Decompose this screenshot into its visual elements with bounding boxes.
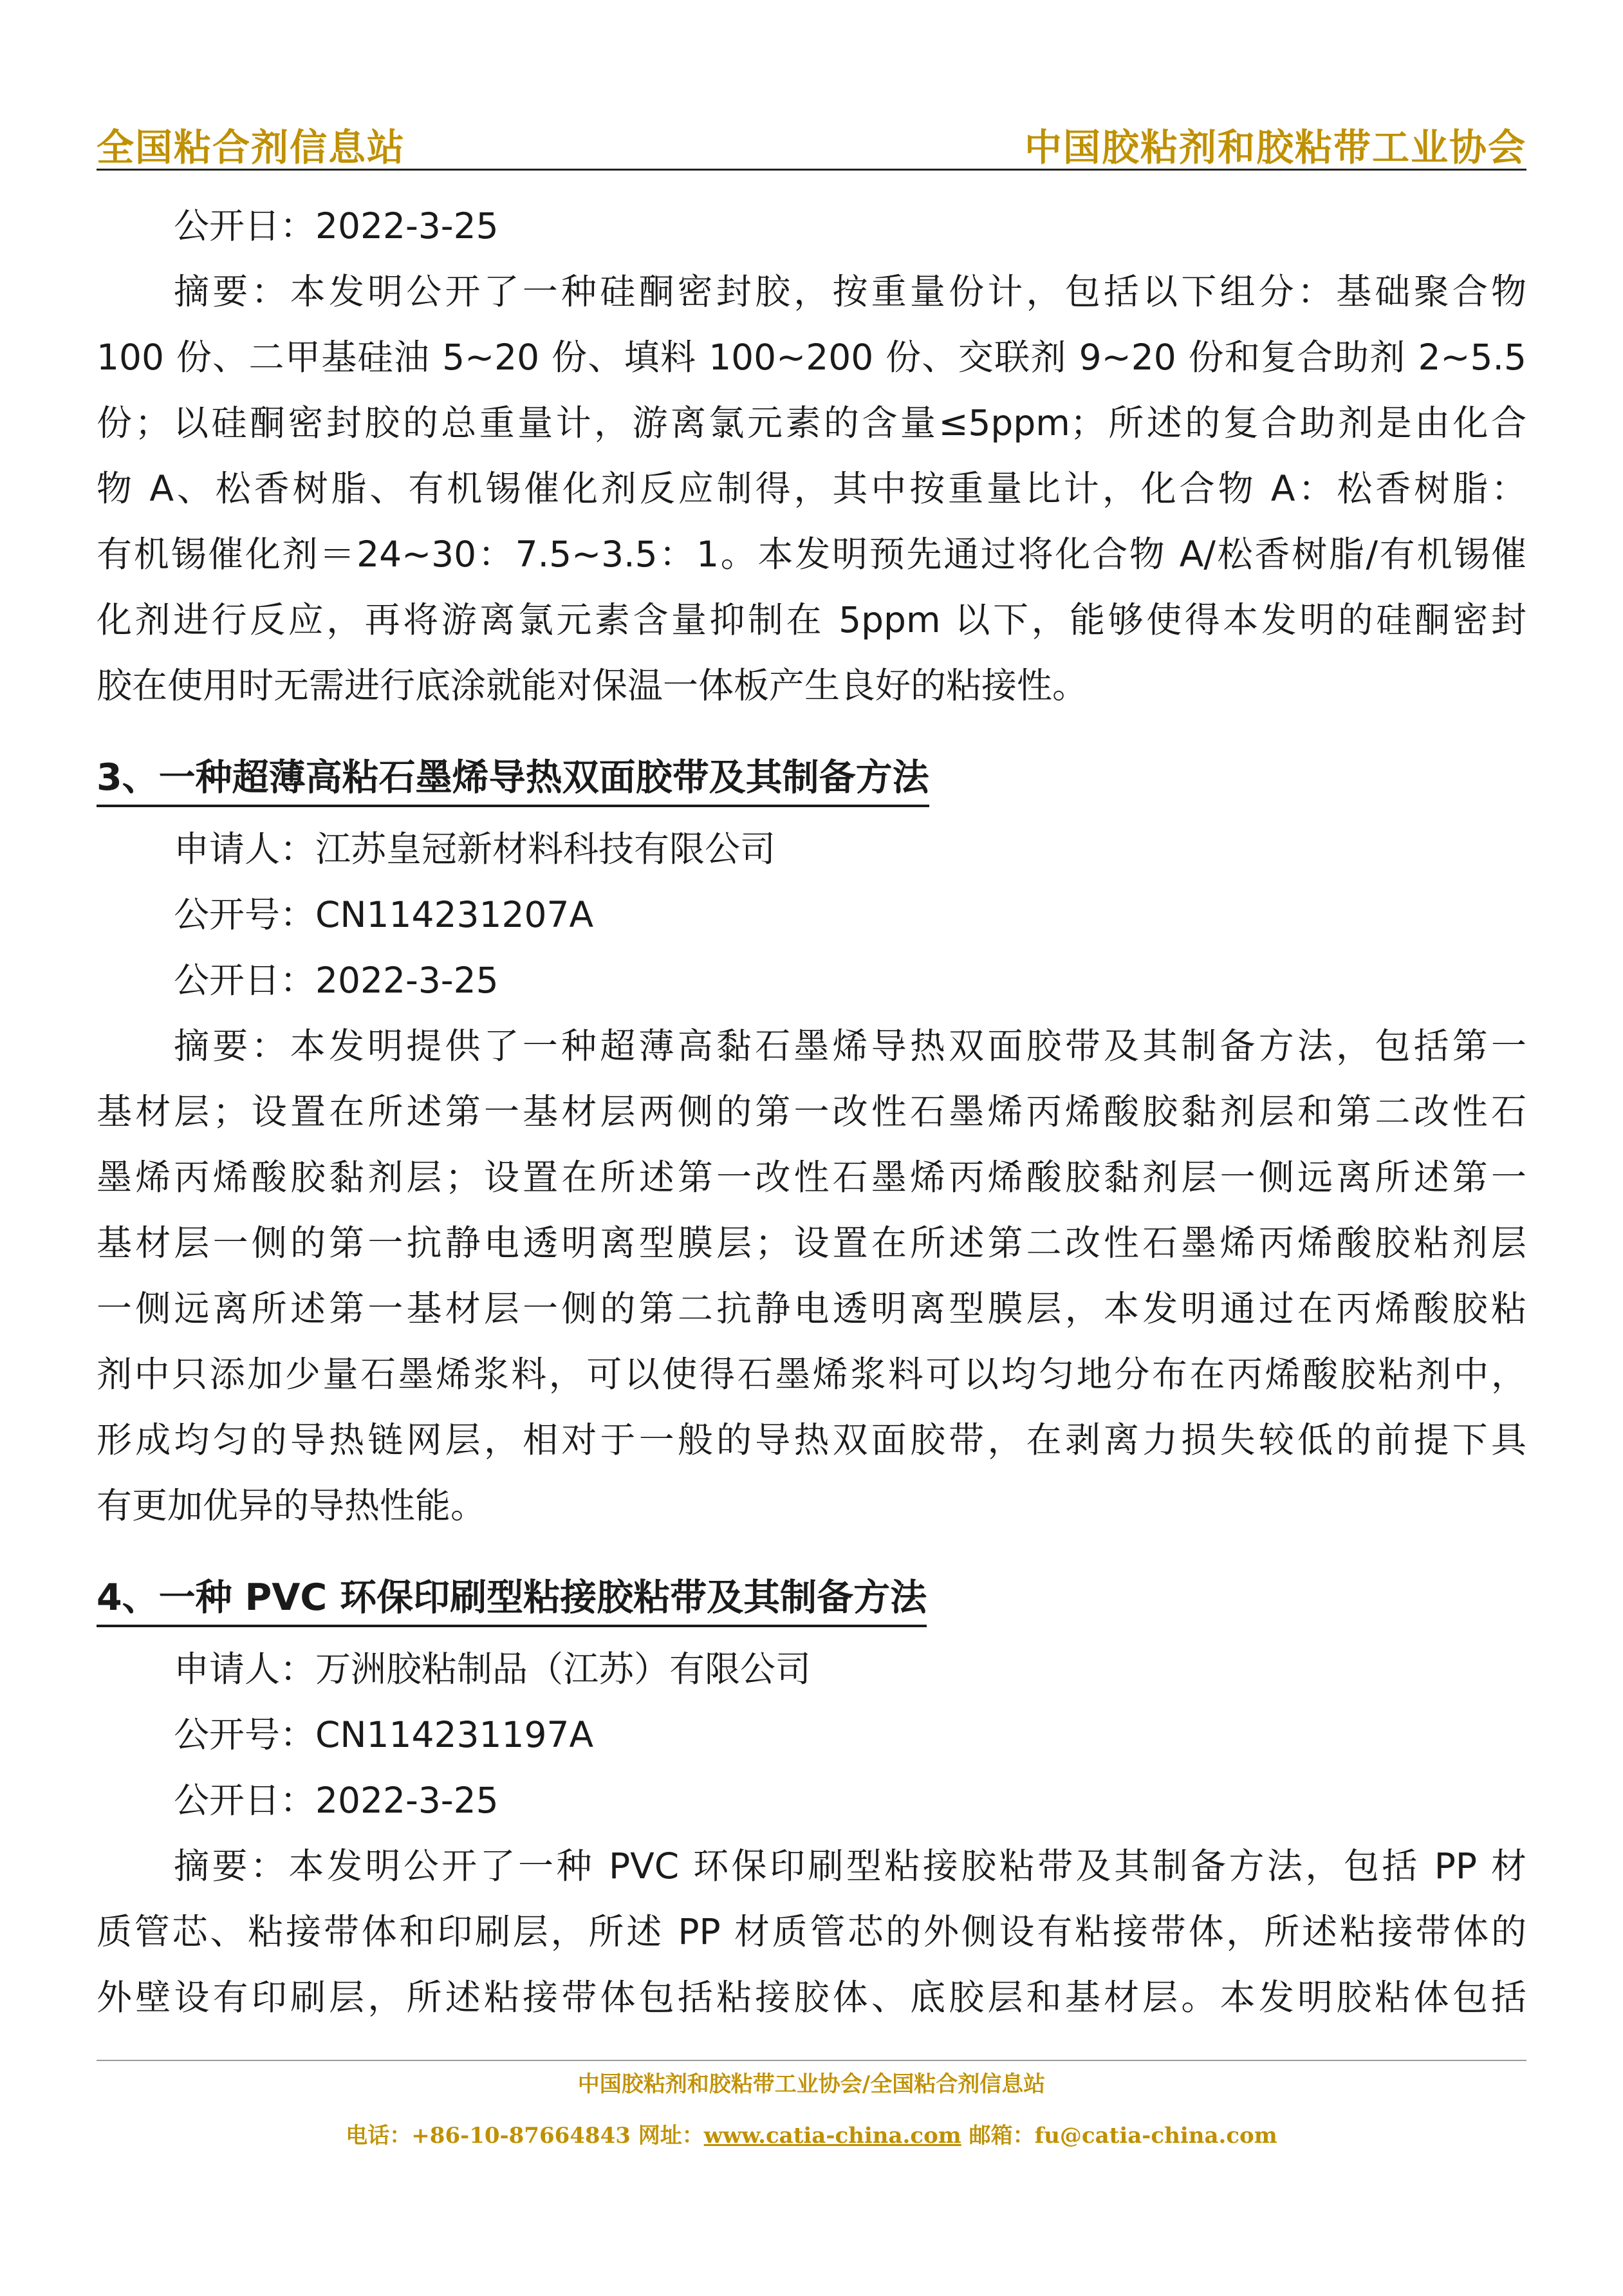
entry3-applicant: 申请人：江苏皇冠新材料科技有限公司 (174, 828, 776, 870)
abstract-line: 有机锡催化剂＝24~30：7.5~3.5：1。本发明预先通过将化合物 A/松香树脂/有机锡催 (97, 534, 1526, 575)
entry4-title: 4、一种 PVC 环保印刷型粘接胶粘带及其制备方法 (97, 1571, 927, 1627)
abstract-line: 摘要：本发明提供了一种超薄高黏石墨烯导热双面胶带及其制备方法，包括第一 (174, 1025, 1526, 1067)
footer-phone: 电话：+86-10-87664843 网址： (346, 2123, 704, 2149)
entry3-pub-date: 公开日：2022-3-25 (174, 960, 499, 1001)
footer-email[interactable]: fu@catia-china.com (1034, 2123, 1277, 2149)
abstract-line: 份；以硅酮密封胶的总重量计，游离氯元素的含量≤5ppm；所述的复合助剂是由化合 (97, 402, 1526, 443)
abstract-line: 摘要：本发明公开了一种 PVC 环保印刷型粘接胶粘带及其制备方法，包括 PP 材 (174, 1845, 1526, 1887)
footer-email-label: 邮箱： (961, 2123, 1035, 2149)
document-body (97, 193, 1526, 2030)
abstract-line: 基材层；设置在所述第一基材层两侧的第一改性石墨烯丙烯酸胶黏剂层和第二改性石 (97, 1091, 1526, 1132)
entry4-abstract (97, 1833, 1526, 2030)
abstract-line: 剂中只添加少量石墨烯浆料，可以使得石墨烯浆料可以均匀地分布在丙烯酸胶粘剂中， (97, 1354, 1526, 1395)
abstract-line: 墨烯丙烯酸胶黏剂层；设置在所述第一改性石墨烯丙烯酸胶黏剂层一侧远离所述第一 (97, 1157, 1526, 1198)
abstract-line: 物 A、松香树脂、有机锡催化剂反应制得，其中按重量比计，化合物 A：松香树脂： (97, 468, 1526, 509)
abstract-line: 化剂进行反应，再将游离氯元素含量抑制在 5ppm 以下，能够使得本发明的硅酮密封 (97, 599, 1526, 640)
abstract-line: 基材层一侧的第一抗静电透明离型膜层；设置在所述第二改性石墨烯丙烯酸胶粘剂层 (97, 1222, 1526, 1264)
header-right-title: 中国胶粘剂和胶粘带工业协会 (1024, 126, 1526, 169)
entry4-pub-no: 公开号：CN114231197A (174, 1714, 594, 1755)
abstract-line: 胶在使用时无需进行底涂就能对保温一体板产生良好的粘接性。 (97, 665, 1088, 706)
header-left-title: 全国粘合剂信息站 (97, 126, 406, 169)
page-header (97, 109, 1526, 167)
entry3-title: 3、一种超薄高粘石墨烯导热双面胶带及其制备方法 (97, 751, 929, 807)
footer-website-link[interactable]: www.catia-china.com (703, 2123, 961, 2149)
abstract-line: 有更加优异的导热性能。 (97, 1485, 487, 1526)
entry4-applicant: 申请人：万洲胶粘制品（江苏）有限公司 (174, 1648, 812, 1690)
footer-divider (97, 2060, 1526, 2061)
entry4-pub-date: 公开日：2022-3-25 (174, 1780, 499, 1821)
abstract-line: 摘要：本发明公开了一种硅酮密封胶，按重量份计，包括以下组分：基础聚合物 (174, 271, 1526, 312)
entry3-pub-no: 公开号：CN114231207A (174, 894, 594, 935)
abstract-line: 100 份、二甲基硅油 5~20 份、填料 100~200 份、交联剂 9~20 份和复合助剂 2~5.5 (97, 337, 1526, 378)
entry2-abstract (97, 259, 1526, 718)
footer-contact-line (0, 2118, 1623, 2149)
abstract-line: 一侧远离所述第一基材层一侧的第二抗静电透明离型膜层，本发明通过在丙烯酸胶粘 (97, 1288, 1526, 1329)
header-divider (97, 169, 1526, 171)
entry2-pub-date: 公开日：2022-3-25 (174, 205, 499, 247)
abstract-line: 形成均匀的导热链网层，相对于一般的导热双面胶带，在剥离力损失较低的前提下具 (97, 1419, 1526, 1461)
abstract-line: 质管芯、粘接带体和印刷层，所述 PP 材质管芯的外侧设有粘接带体，所述粘接带体的 (97, 1911, 1526, 1952)
abstract-line: 外壁设有印刷层，所述粘接带体包括粘接胶体、底胶层和基材层。本发明胶粘体包括 (97, 1977, 1526, 2018)
footer-org-line: 中国胶粘剂和胶粘带工业协会/全国粘合剂信息站 (577, 2071, 1046, 2097)
entry3-abstract (97, 1013, 1526, 1538)
